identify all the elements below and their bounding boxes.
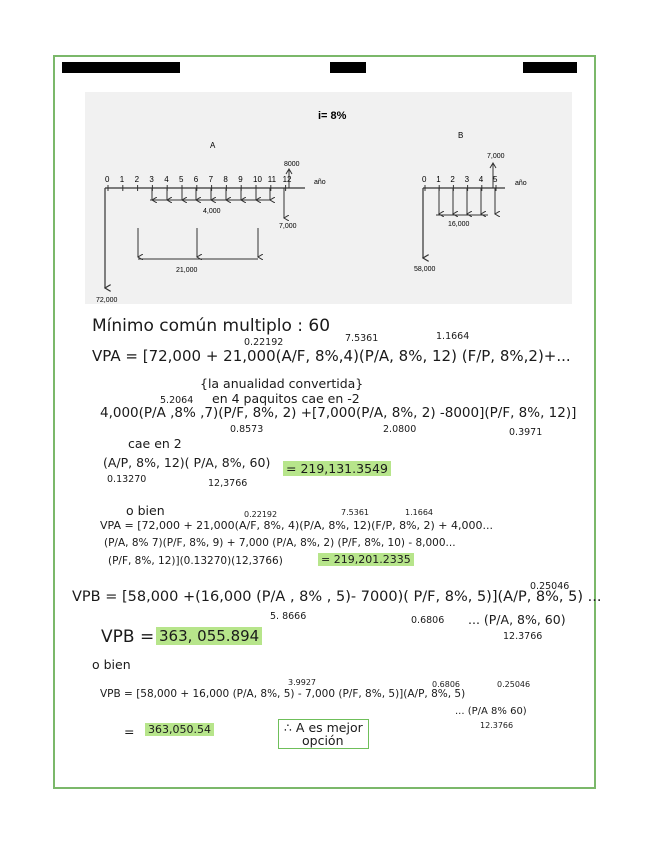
formula-vpa-4c: (P/F, 8%, 12)](0.13270)(12,3766) <box>108 555 283 567</box>
diagram-a-right-value: 7,000 <box>279 223 297 230</box>
tick-label-9: 9 <box>238 175 243 184</box>
diagram-a-big-annuity: 21,000 <box>176 267 198 274</box>
diagram-b-initial: 58,000 <box>414 266 436 273</box>
tick-label-11: 11 <box>267 175 277 184</box>
tick-label-0: 0 <box>422 175 427 184</box>
formula-vpb-2b: ... (P/A 8% 60) <box>455 706 527 717</box>
f2-below3: 0.3971 <box>509 427 543 438</box>
f5-below1: 5. 8666 <box>270 611 307 622</box>
f4-top1: 0.22192 <box>244 510 278 519</box>
brace-factor: 5.2064 <box>160 395 194 406</box>
diagram-a-annuity: 4,000 <box>203 208 221 215</box>
tick-label-8: 8 <box>223 175 228 184</box>
f6-top2: 0.6806 <box>432 680 460 689</box>
tick-label-2: 2 <box>134 175 140 184</box>
f6-top1: 3.9927 <box>288 678 316 687</box>
brace-line-1: {la anualidad convertida} <box>200 376 364 391</box>
diagram-b-unit: año <box>515 180 527 187</box>
f2-below2: 2.0800 <box>383 424 417 435</box>
f1-top2: 7.5361 <box>345 333 379 344</box>
formula-vpb-1: VPB = [58,000 +(16,000 (P/A , 8% , 5)- 7000)( P/F, 8%, 5)](A/P, 8%, 5) ... <box>72 589 602 605</box>
tick-label-2: 2 <box>450 175 455 184</box>
diagram-a-unit: año <box>314 179 326 186</box>
tick-label-4: 4 <box>478 175 484 184</box>
tick-label-5: 5 <box>493 175 498 184</box>
diagram-a-initial: 72,000 <box>96 297 118 304</box>
f5-top: 0.25046 <box>530 581 570 592</box>
tick-label-1: 1 <box>436 175 441 184</box>
vpa-result-1: = 219,131.3549 <box>283 461 391 476</box>
diagram-b-annuity: 16,000 <box>448 221 470 228</box>
diagram-b-annuity-arrows <box>439 188 495 214</box>
f6-equals: = <box>124 724 135 739</box>
formula-vpa-2: 4,000(P/A ,8% ,7)(P/F, 8%, 2) +[7,000(P/A, 8%, 2) -8000](P/F, 8%, 12)] <box>100 405 577 421</box>
formula-vpa-1: VPA = [72,000 + 21,000(A/F, 8%,4)(P/A, 8%, 12) (F/P, 8%,2)+... <box>92 347 571 365</box>
conclusion-line-2: opción <box>302 733 344 748</box>
f3-below1: 0.13270 <box>107 474 147 485</box>
vpb-result-2: 363,050.54 <box>145 723 214 736</box>
brace-line-2: en 4 paquitos cae en -2 <box>212 391 360 406</box>
mcm-line: Mínimo común multiplo : 60 <box>92 316 331 336</box>
formula-vpa-4b: (P/A, 8% 7)(P/F, 8%, 9) + 7,000 (P/A, 8%, 2) (P/F, 8%, 10) - 8,000... <box>104 537 456 549</box>
diagram-a-big-arrows <box>138 228 258 259</box>
tick-label-12: 12 <box>282 175 292 184</box>
formula-vpb-1b: ... (P/A, 8%, 60) <box>468 612 566 627</box>
f5-below3: 12.3766 <box>503 631 543 642</box>
tick-label-4: 4 <box>164 175 169 184</box>
f2-below1: 0.8573 <box>230 424 264 435</box>
vpb-result-1: 363, 055.894 <box>156 627 262 645</box>
o-bien-1: o bien <box>126 503 165 518</box>
diagram-b-label: B <box>458 131 464 140</box>
f4-top3: 1.1664 <box>405 508 433 517</box>
formula-vpa-4a: VPA = [72,000 + 21,000(A/F, 8%, 4)(P/A, 8%, 12)(F/P, 8%, 2) + 4,000... <box>100 519 494 532</box>
cae-en-2: cae en 2 <box>128 436 182 451</box>
formula-vpb-2a: VPB = [58,000 + 16,000 (P/A, 8%, 5) - 7,000 (P/F, 8%, 5)](A/P, 8%, 5) <box>100 688 466 700</box>
f3-below2: 12,3766 <box>208 478 248 489</box>
diagram-b-ticks <box>422 175 498 191</box>
f4-top2: 7.5361 <box>341 508 369 517</box>
tick-label-3: 3 <box>464 175 470 184</box>
tick-label-1: 1 <box>119 175 125 184</box>
tick-label-0: 0 <box>105 175 110 184</box>
diagram-b-top-value: 7,000 <box>487 153 505 160</box>
diagram-a-annuity-arrows <box>152 188 270 200</box>
diagram-a-top-value: 8000 <box>284 161 300 168</box>
vpb-label: VPB = <box>101 627 155 647</box>
tick-label-7: 7 <box>208 175 214 184</box>
vpa-result-2: = 219,201.2335 <box>318 553 414 566</box>
conclusion-box <box>278 719 369 749</box>
tick-label-5: 5 <box>179 175 184 184</box>
formula-vpa-3: (A/P, 8%, 12)( P/A, 8%, 60) <box>103 455 271 470</box>
interest-rate: i= 8% <box>318 110 347 122</box>
o-bien-2: o bien <box>92 657 131 672</box>
f1-top1: 0.22192 <box>244 337 284 348</box>
tick-label-10: 10 <box>253 175 262 184</box>
tick-label-6: 6 <box>193 175 199 184</box>
f5-below2: 0.6806 <box>411 615 445 626</box>
f1-top3: 1.1664 <box>436 331 470 342</box>
f6-below1: 12.3766 <box>480 721 514 730</box>
tick-label-3: 3 <box>149 175 154 184</box>
conclusion-line-1: ∴ A es mejor <box>284 720 363 735</box>
f6-top3: 0.25046 <box>497 680 531 689</box>
diagram-a-ticks <box>105 175 292 191</box>
diagram-a-label: A <box>210 141 216 150</box>
